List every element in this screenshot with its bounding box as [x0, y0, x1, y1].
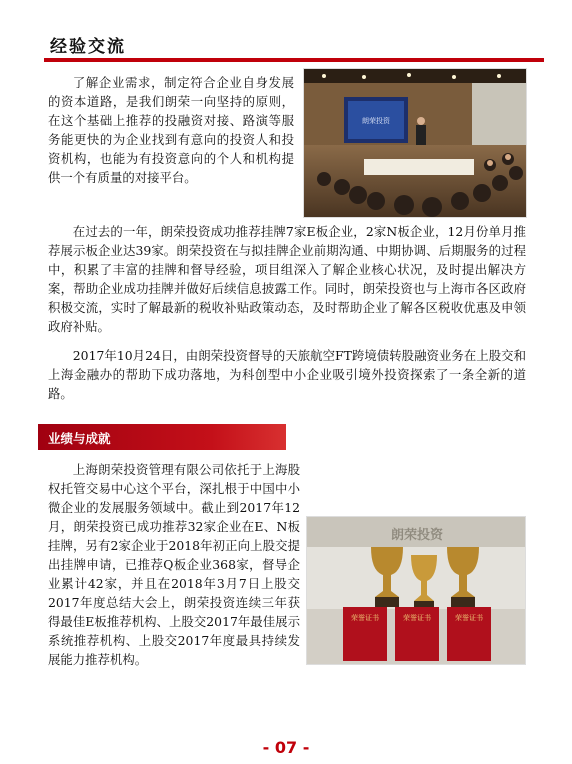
- certificate-center: [395, 607, 439, 661]
- page-title: 经验交流: [50, 37, 126, 57]
- performance-paragraph-block: [48, 222, 526, 336]
- intro-paragraph-block: [48, 73, 294, 187]
- trophies-photo-image: [307, 517, 525, 664]
- certificate-left: [343, 607, 387, 661]
- screen-text: 朗荣投资: [362, 117, 390, 125]
- section-title: 业绩与成就: [48, 431, 111, 446]
- conference-photo: [303, 68, 527, 218]
- certificate-right: [447, 607, 491, 661]
- conference-photo-image: [304, 69, 526, 217]
- banner-text: 朗荣投资: [390, 528, 444, 543]
- header-rule: [44, 58, 544, 62]
- certificate-right-label: 荣誉证书: [455, 614, 483, 622]
- section-header: [38, 424, 286, 450]
- milestone-paragraph: 2017年10月24日，由朗荣投资督导的天旅航空FT跨境债转股融资业务在上股交和上海金融办的帮助下成功落地，为科创型中小企业吸引境外投资探索了一条全新的道路。: [48, 348, 526, 401]
- achievement-paragraph: 上海朗荣投资管理有限公司依托于上海股权托管交易中心这个平台，深扎根于中国中小微企业的发展服务领域中。截止到2017年12月，朗荣投资已成功推荐32家企业在E、N板挂牌，另有2家企业于2018年初正向上股交提出挂牌申请，已推荐Q板企业368家，督导企业累计42家，并且在2018年3月7日上股交2017年度总结大会上，朗荣投资连续三年获得最佳E板推荐机构、上股交2017年最佳展示系统推荐机构、上股交2017年度最具持续发展能力推荐机构。: [48, 462, 300, 667]
- certificate-left-label: 荣誉证书: [351, 614, 379, 622]
- trophies-photo: [306, 516, 526, 665]
- page-number: - 07 -: [262, 738, 310, 757]
- performance-paragraph: 在过去的一年，朗荣投资成功推荐挂牌7家E板企业，2家N板企业，12月份单月推荐展示板企业达39家。朗荣投资在与拟挂牌企业前期沟通、中期协调、后期服务的过程中，积累了丰富的挂牌和督导经验，项目组深入了解企业核心状况，及时提出解决方案，帮助企业成功挂牌并做好后续信息披露工作。同时，朗荣投资也与上海市各区政府积极交流，实时了解最新的税收补贴政策动态，及时帮助企业了解各区税收优惠及申领政府补贴。: [48, 224, 526, 334]
- certificate-center-label: 荣誉证书: [403, 614, 431, 622]
- milestone-paragraph-block: [48, 346, 526, 403]
- intro-paragraph: 了解企业需求，制定符合企业自身发展的资本道路，是我们朗荣一向坚持的原则，在这个基础上推荐的投融资对接、路演等服务能更快的为企业找到有意向的投资人和投资机构，也能为有投资意向的个人和机构提供一个有质量的对接平台。: [48, 75, 294, 185]
